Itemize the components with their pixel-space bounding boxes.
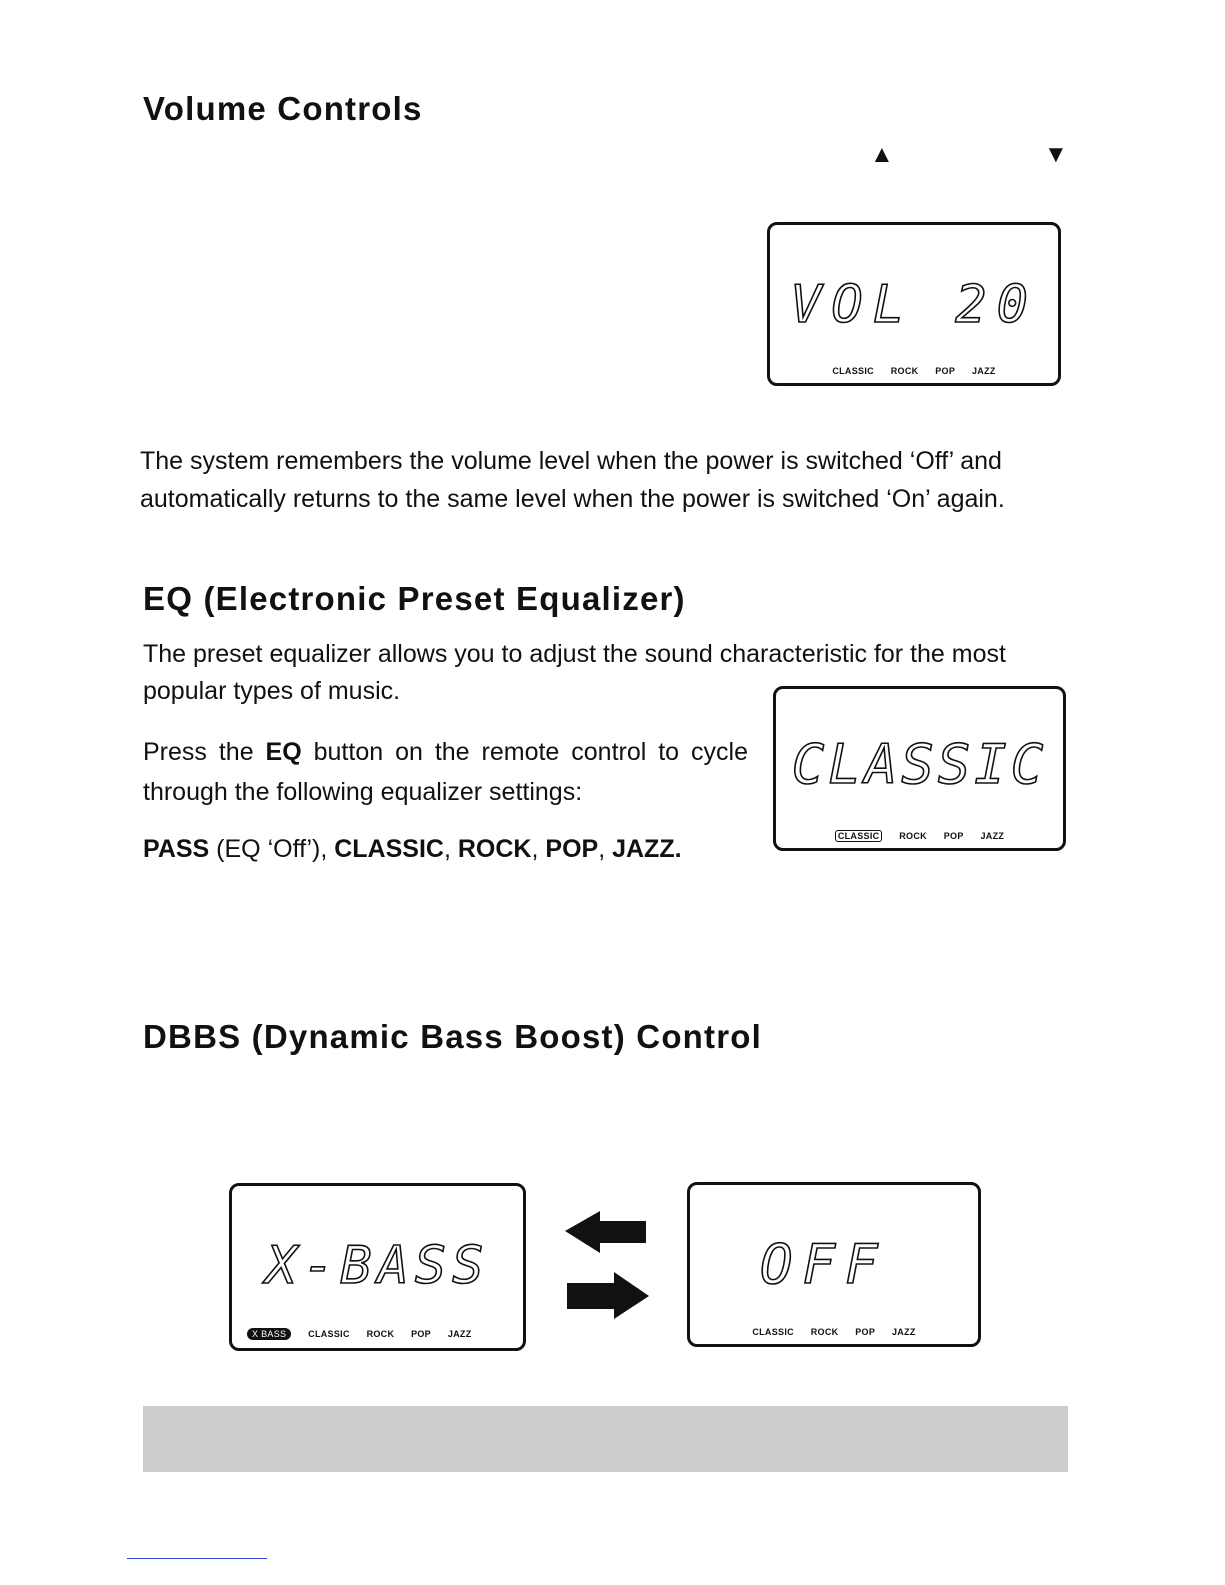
eq-settings-list [143, 831, 763, 868]
lcd-off-text: OFF [760, 1233, 888, 1296]
eq-press-prefix: Press the [143, 738, 266, 766]
lcd-display-volume [767, 222, 1061, 386]
tag-rock: ROCK [810, 1327, 839, 1337]
eq-press-suffix: button on the remote control to cycle through the following equalizer settings: [143, 738, 748, 806]
arrow-left-icon [565, 1211, 646, 1253]
lcd-volume-tags [770, 366, 1058, 376]
eq-pass-note: (EQ ‘Off’), [209, 835, 335, 863]
eq-key-label: EQ [265, 738, 302, 766]
toggle-arrows-icon [562, 1208, 652, 1320]
lcd-display-off [687, 1182, 981, 1347]
volume-up-icon: ▲ [870, 141, 894, 168]
eq-sep-3: , [598, 835, 613, 863]
tag-pop: POP [935, 366, 956, 376]
tag-jazz: JAZZ [971, 366, 996, 376]
tag-pop: POP [411, 1329, 431, 1339]
eq-setting-classic: CLASSIC [334, 835, 444, 863]
tag-classic-selected: CLASSIC [835, 830, 883, 842]
eq-press-text [143, 732, 748, 812]
eq-setting-pass: PASS [143, 835, 210, 863]
tag-jazz: JAZZ [980, 831, 1005, 841]
eq-heading: EQ (Electronic Preset Equalizer) [143, 580, 686, 617]
tag-jazz: JAZZ [447, 1329, 472, 1339]
volume-memory-text: The system remembers the volume level when the power is switched ‘Off’ and automatically returns to the same level when the power is switched ‘On’ again. [140, 447, 1005, 513]
arrow-right-icon [567, 1272, 649, 1319]
eq-sep-2: , [531, 835, 546, 863]
tag-rock: ROCK [890, 366, 919, 376]
lcd-volume-text: VOL 20 [790, 275, 1038, 335]
tag-classic: CLASSIC [832, 366, 874, 376]
tag-pop: POP [855, 1327, 876, 1337]
lcd-eq-tags [776, 831, 1063, 841]
lcd-display-xbass [229, 1183, 526, 1351]
volume-heading: Volume Controls [143, 90, 423, 127]
tag-rock: ROCK [899, 831, 927, 841]
note-bar [143, 1406, 1068, 1472]
lcd-xbass-text: X-BASS [265, 1236, 490, 1296]
eq-intro-text: The preset equalizer allows you to adjust the sound characteristic for the most popular types of music. [143, 640, 1006, 705]
lcd-xbass-tags [232, 1329, 523, 1339]
tag-jazz: JAZZ [891, 1327, 916, 1337]
eq-setting-rock: ROCK [457, 835, 532, 863]
dbbs-heading: DBBS (Dynamic Bass Boost) Control [143, 1018, 763, 1055]
volume-down-icon: ▼ [1044, 141, 1068, 168]
footer-link-underline [127, 1558, 267, 1559]
eq-sep-1: , [443, 835, 458, 863]
eq-setting-jazz: JAZZ. [612, 835, 682, 863]
lcd-off-tags [690, 1327, 978, 1337]
eq-setting-pop: POP [545, 835, 599, 863]
tag-classic: CLASSIC [308, 1329, 350, 1339]
tag-rock: ROCK [366, 1329, 395, 1339]
tag-classic: CLASSIC [752, 1327, 794, 1337]
lcd-display-eq [773, 686, 1066, 851]
lcd-eq-text: CLASSIC [791, 733, 1048, 796]
tag-pop: POP [943, 831, 964, 841]
tag-xbass-active: X BASS [247, 1328, 291, 1340]
